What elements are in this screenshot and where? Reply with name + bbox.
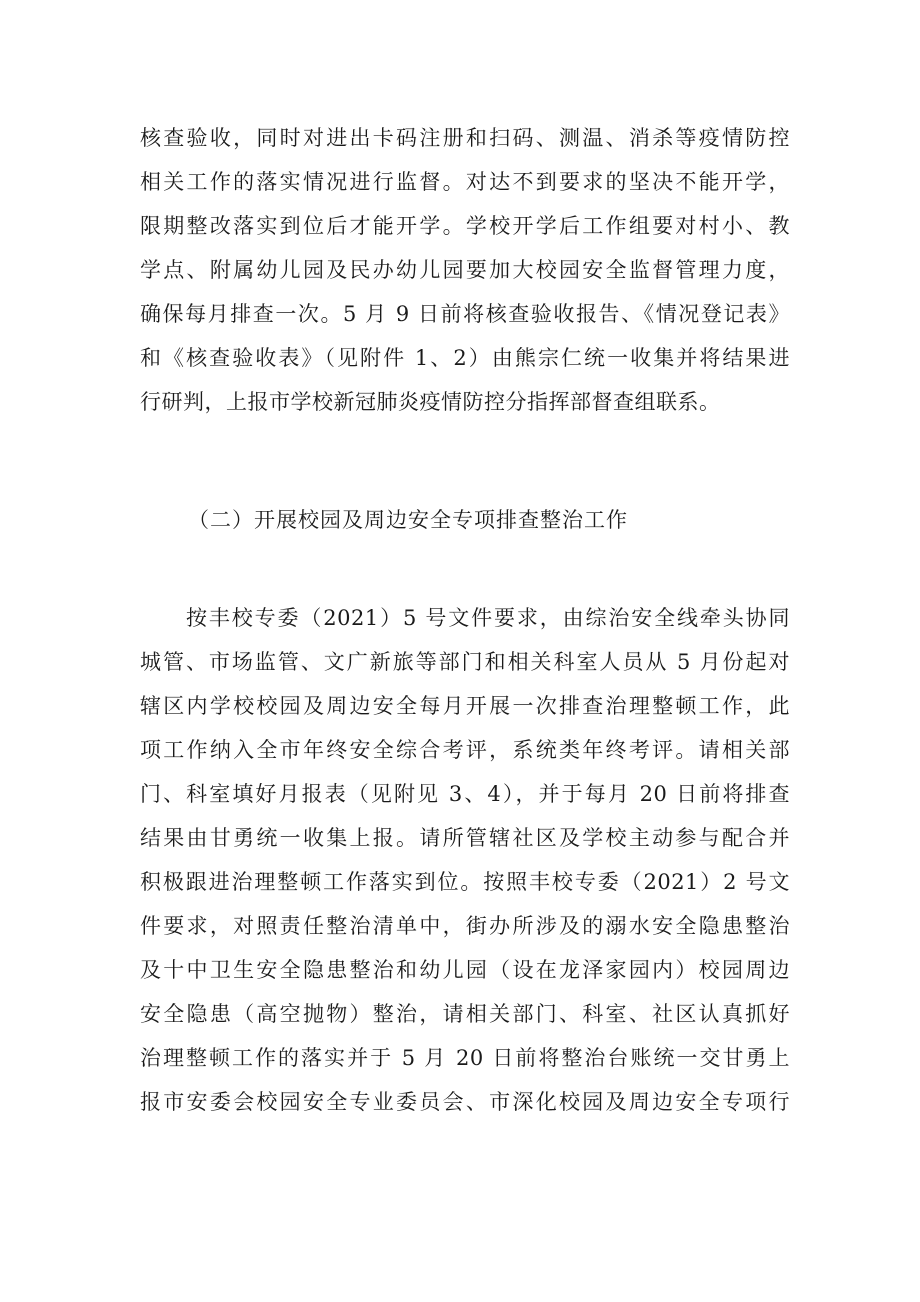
paragraph-1-line-6: 和《核查验收表》（见附件 1、2）由熊宗仁统一收集并将结果进 bbox=[140, 346, 790, 370]
paragraph-1-line-2: 相关工作的落实情况进行监督。对达不到要求的坚决不能开学， bbox=[140, 170, 790, 194]
paragraph-2-line-9: 及十中卫生安全隐患整治和幼儿园（设在龙泽家园内）校园周边 bbox=[140, 958, 790, 982]
paragraph-1-line-1: 核查验收，同时对进出卡码注册和扫码、测温、消杀等疫情防控 bbox=[140, 126, 790, 150]
paragraph-2-line-5: 门、科室填好月报表（见附见 3、4），并于每月 20 日前将排查 bbox=[140, 782, 790, 806]
paragraph-2-line-6: 结果由甘勇统一收集上报。请所管辖社区及学校主动参与配合并 bbox=[140, 826, 790, 850]
paragraph-2-line-4: 项工作纳入全市年终安全综合考评，系统类年终考评。请相关部 bbox=[140, 738, 790, 762]
paragraph-2-line-8: 件要求，对照责任整治清单中，街办所涉及的溺水安全隐患整治 bbox=[140, 914, 790, 938]
paragraph-1-line-4: 学点、附属幼儿园及民办幼儿园要加大校园安全监督管理力度， bbox=[140, 258, 790, 282]
paragraph-2-line-7: 积极跟进治理整顿工作落实到位。按照丰校专委（2021）2 号文 bbox=[140, 870, 790, 894]
paragraph-1-line-3: 限期整改落实到位后才能开学。学校开学后工作组要对村小、教 bbox=[140, 214, 790, 238]
paragraph-2-line-1: 按丰校专委（2021）5 号文件要求，由综治安全线牵头协同 bbox=[186, 606, 790, 630]
paragraph-2-line-10: 安全隐患（高空抛物）整治，请相关部门、科室、社区认真抓好 bbox=[140, 1002, 790, 1026]
paragraph-2-line-3: 辖区内学校校园及周边安全每月开展一次排查治理整顿工作，此 bbox=[140, 694, 790, 718]
paragraph-2-line-11: 治理整顿工作的落实并于 5 月 20 日前将整治台账统一交甘勇上 bbox=[140, 1046, 790, 1070]
paragraph-1-line-7: 行研判，上报市学校新冠肺炎疫情防控分指挥部督查组联系。 bbox=[140, 390, 721, 414]
paragraph-2-line-2: 城管、市场监管、文广新旅等部门和相关科室人员从 5 月份起对 bbox=[140, 650, 790, 674]
paragraph-1-line-5: 确保每月排查一次。5 月 9 日前将核查验收报告、《情况登记表》 bbox=[140, 302, 790, 326]
paragraph-2-line-12: 报市安委会校园安全专业委员会、市深化校园及周边安全专项行 bbox=[140, 1090, 790, 1114]
section-heading: （二）开展校园及周边安全专项排查整治工作 bbox=[188, 508, 628, 532]
